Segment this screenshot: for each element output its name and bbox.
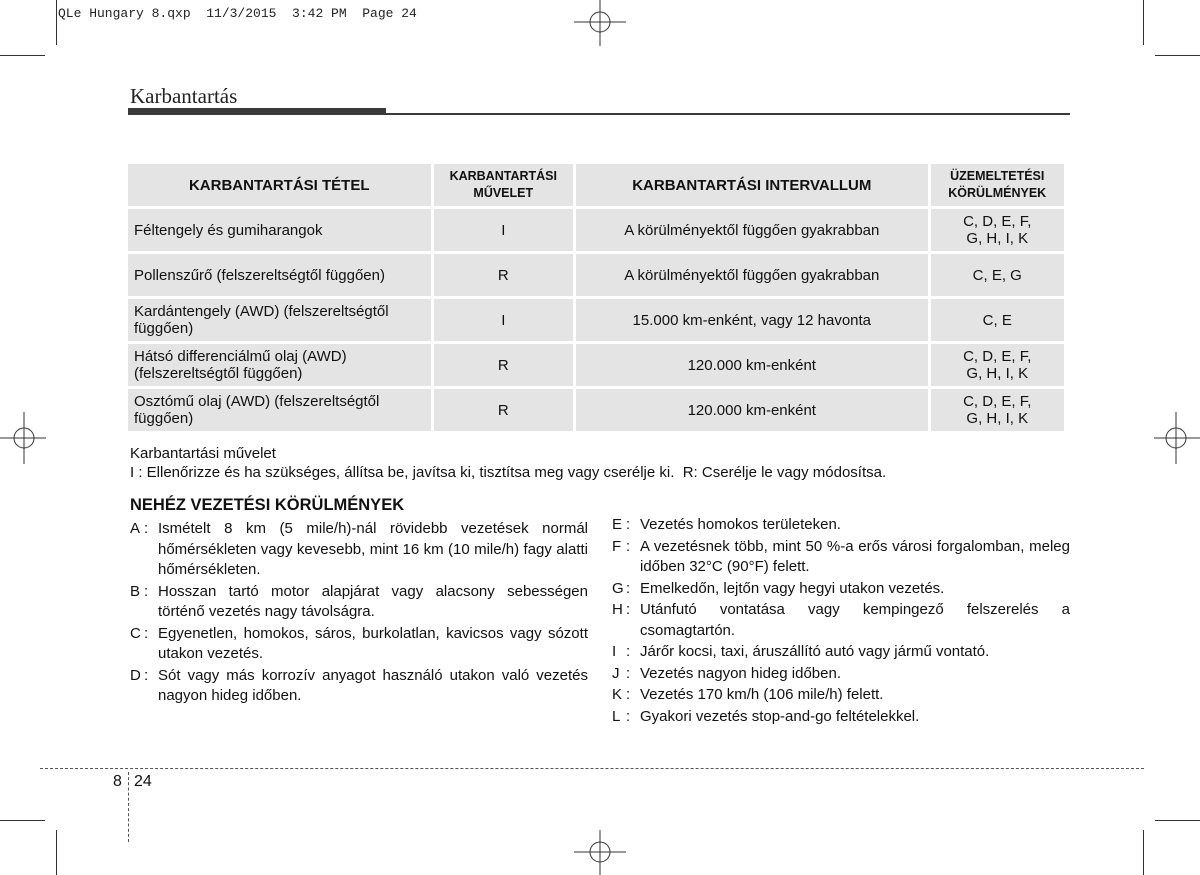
crop-mark: [56, 0, 57, 45]
crop-mark: [56, 830, 57, 875]
conditions-cell: C, E, G: [931, 254, 1065, 296]
table-row: [128, 344, 1064, 386]
item-cell: Féltengely és gumiharangok: [128, 209, 431, 251]
chapter-number: 8: [113, 773, 122, 790]
list-item: J : Vezetés nagyon hideg időben.: [612, 664, 841, 682]
operation-cell: I: [434, 209, 574, 251]
registration-mark-icon: [0, 410, 48, 466]
list-item: F : A vezetésnek több, mint 50 %-a erős városi forgalomban, meleg időben 32°C (90°F) felett.: [612, 537, 1070, 575]
crop-mark: [1155, 820, 1200, 821]
title-rule: [128, 108, 386, 115]
page-number: 24: [134, 773, 152, 790]
column-header: KARBANTARTÁSI MŰVELET: [434, 164, 574, 206]
list-item: I : Járőr kocsi, taxi, áruszállító autó vagy jármű vontató.: [612, 643, 990, 660]
list-item: B : Hosszan tartó motor alapjárat vagy alacsony sebességen történő vezetés nagy távolságra.: [130, 582, 588, 620]
registration-mark-icon: [572, 0, 628, 48]
footer-divider: [40, 768, 1144, 769]
operation-cell: R: [434, 344, 574, 386]
maintenance-table: [125, 161, 1067, 434]
operation-legend: [130, 444, 886, 482]
list-item: D : Sót vagy más korrozív anyagot használó utakon való vezetés nagyon hideg időben.: [130, 666, 588, 704]
interval-cell: A körülményektől függően gyakrabban: [576, 209, 927, 251]
column-header: KARBANTARTÁSI INTERVALLUM: [576, 164, 927, 206]
item-cell: Osztómű olaj (AWD) (felszereltségtől függően): [128, 389, 431, 431]
footer-divider: [128, 772, 129, 842]
legend-label: Karbantartási művelet: [130, 445, 276, 462]
column-header: KARBANTARTÁSI TÉTEL: [128, 164, 431, 206]
interval-cell: A körülményektől függően gyakrabban: [576, 254, 927, 296]
conditions-list-right: [612, 515, 1070, 728]
table-header-row: [128, 164, 1064, 206]
operation-cell: R: [434, 389, 574, 431]
registration-mark-icon: [572, 828, 628, 875]
operation-cell: R: [434, 254, 574, 296]
item-cell: Hátsó differenciálmű olaj (AWD) (felszereltségtől függően): [128, 344, 431, 386]
crop-mark: [1143, 830, 1144, 875]
item-cell: Pollenszűrő (felszereltségtől függően): [128, 254, 431, 296]
list-item: C : Egyenetlen, homokos, sáros, burkolatlan, kavicsos vagy sózott utakon vezetés.: [130, 624, 588, 662]
conditions-cell: C, D, E, F, G, H, I, K: [931, 389, 1065, 431]
interval-cell: 15.000 km-enként, vagy 12 havonta: [576, 299, 927, 341]
conditions-heading: NEHÉZ VEZETÉSI KÖRÜLMÉNYEK: [130, 496, 405, 514]
conditions-cell: C, D, E, F, G, H, I, K: [931, 344, 1065, 386]
list-item: G : Emelkedőn, lejtőn vagy hegyi utakon vezetés.: [612, 579, 945, 597]
crop-mark: [0, 820, 45, 821]
list-item: K : Vezetés 170 km/h (106 mile/h) felett.: [612, 686, 884, 703]
conditions-cell: C, D, E, F, G, H, I, K: [931, 209, 1065, 251]
crop-mark: [1155, 55, 1200, 56]
crop-mark: [0, 55, 45, 56]
table-row: [128, 254, 1064, 296]
operation-cell: I: [434, 299, 574, 341]
list-item: L : Gyakori vezetés stop-and-go feltételekkel.: [612, 707, 920, 725]
section-title: Karbantartás: [130, 84, 238, 108]
title-rule: [386, 113, 1070, 115]
table-row: [128, 209, 1064, 251]
item-cell: Kardántengely (AWD) (felszereltségtől függően): [128, 299, 431, 341]
conditions-list-left: [130, 519, 588, 708]
interval-cell: 120.000 km-enként: [576, 344, 927, 386]
list-item: E : Vezetés homokos területeken.: [612, 516, 841, 533]
print-slug: QLe Hungary 8.qxp 11/3/2015 3:42 PM Page 24: [58, 6, 417, 21]
list-item: A : Ismételt 8 km (5 mile/h)-nál rövidebb vezetések normál hőmérsékleten vagy kevesebb, mint 16 km (10 mile/h) fagy alatti hőmérsékleten.: [130, 520, 588, 578]
interval-cell: 120.000 km-enként: [576, 389, 927, 431]
crop-mark: [1143, 0, 1144, 45]
column-header: ÜZEMELTETÉSI KÖRÜLMÉNYEK: [931, 164, 1065, 206]
list-item: H : Utánfutó vontatása vagy kempingező felszerelés a csomagtartón.: [612, 601, 1070, 639]
conditions-cell: C, E: [931, 299, 1065, 341]
table-row: [128, 299, 1064, 341]
table-row: [128, 389, 1064, 431]
registration-mark-icon: [1152, 410, 1200, 466]
legend-text: I : Ellenőrizze és ha szükséges, állítsa be, javítsa ki, tisztítsa meg vagy cserélje ki. R: Cserélje le vagy módosítsa.: [130, 464, 887, 481]
